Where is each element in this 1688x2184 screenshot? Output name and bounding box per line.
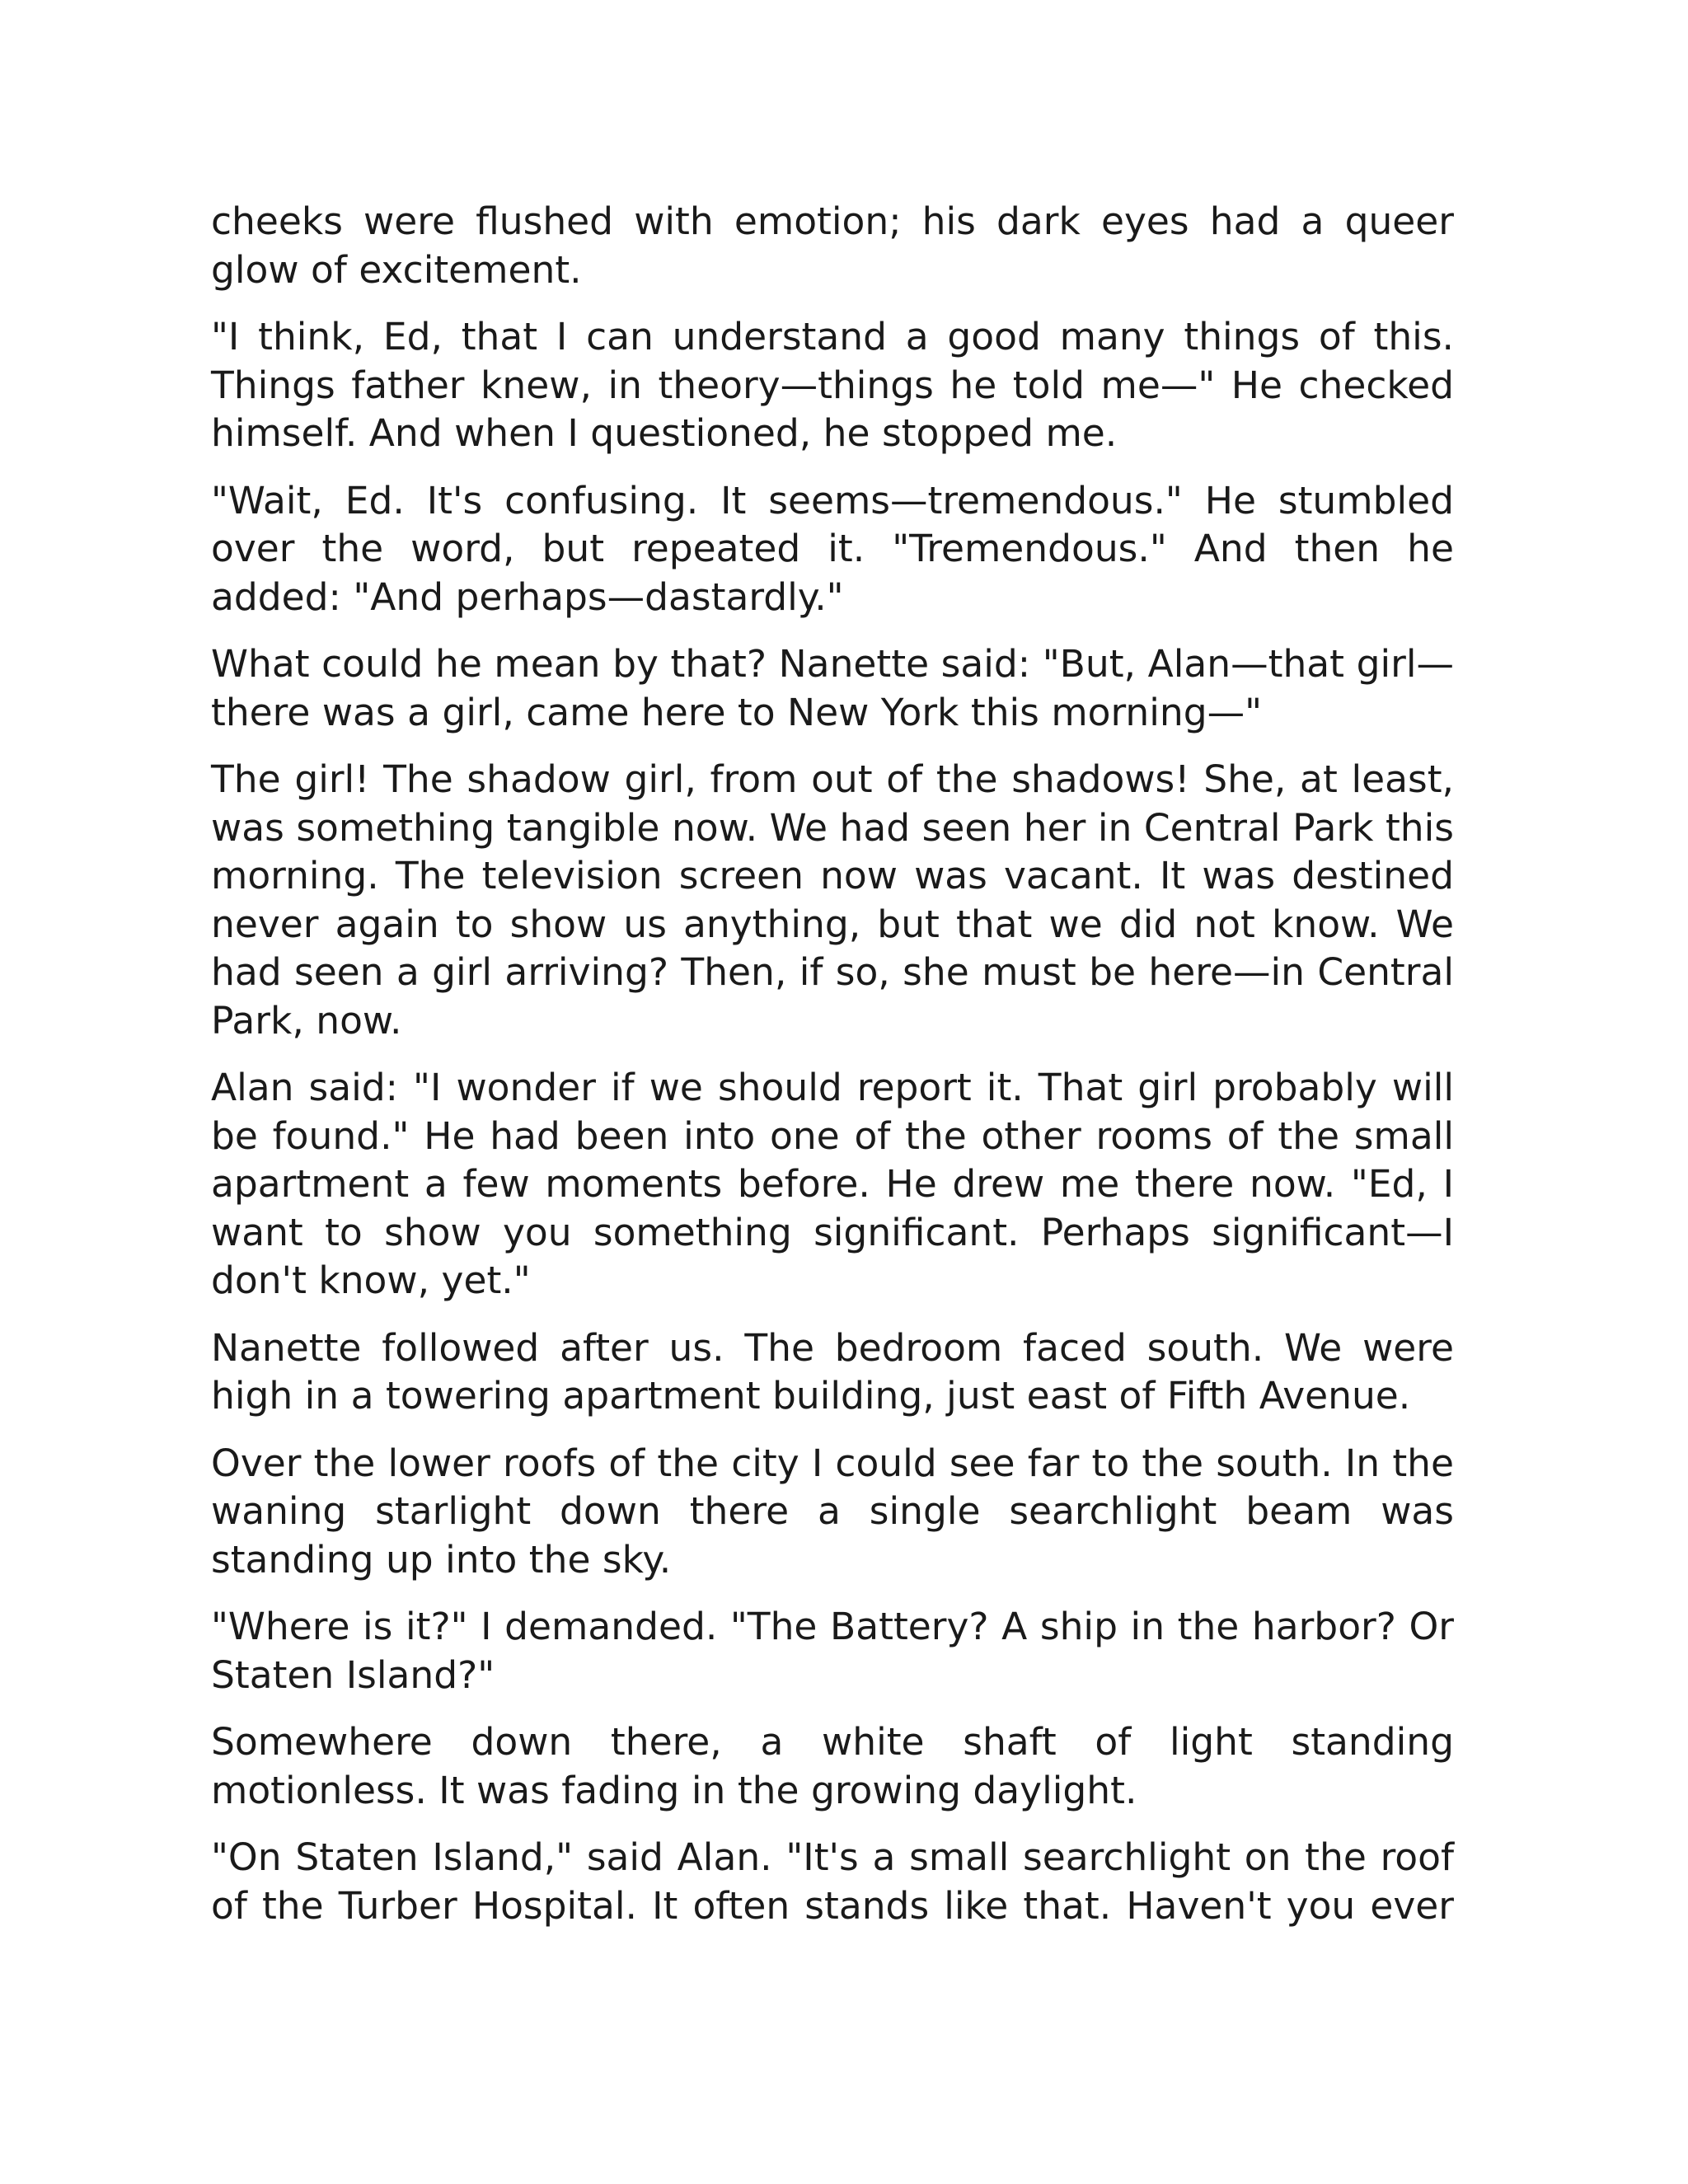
- body-text: [211, 198, 1454, 1930]
- paragraph: The girl! The shadow girl, from out of the shadows! She, at least, was something tangible now. We had seen her in Central Park this morning. The television screen now was vacant. It was destined never again to show us anything, but that we did not know. We had seen a girl arriving? Then, if so, she must be here—in Central Park, now.: [211, 757, 1454, 1043]
- paragraph: Over the lower roofs of the city I could see far to the south. In the waning starlight down there a single searchlight beam was standing up into the sky.: [211, 1441, 1454, 1582]
- paragraph: cheeks were flushed with emotion; his dark eyes had a queer glow of excitement.: [211, 199, 1454, 292]
- paragraph: Somewhere down there, a white shaft of light standing motionless. It was fading in the growing daylight.: [211, 1720, 1454, 1812]
- paragraph: "Where is it?" I demanded. "The Battery? A ship in the harbor? Or Staten Island?": [211, 1605, 1454, 1697]
- paragraph: "On Staten Island," said Alan. "It's a small searchlight on the roof of the Turber Hospital. It often stands like that. Haven't you ever: [211, 1835, 1454, 1928]
- paragraph: Alan said: "I wonder if we should report it. That girl probably will be found." He had been into one of the other rooms of the small apartment a few moments before. He drew me there now. "Ed, I want to show you something significant. Perhaps significant—I don't know, yet.": [211, 1066, 1454, 1302]
- paragraph: "Wait, Ed. It's confusing. It seems—tremendous." He stumbled over the word, but repeated it. "Tremendous." And then he added: "And perhaps—dastardly.": [211, 478, 1454, 619]
- paragraph: Nanette followed after us. The bedroom faced south. We were high in a towering apartment building, just east of Fifth Avenue.: [211, 1325, 1454, 1418]
- paragraph: "I think, Ed, that I can understand a good many things of this. Things father knew, in theory—things he told me—" He checked himself. And when I questioned, he stopped me.: [211, 315, 1454, 455]
- paragraph: What could he mean by that? Nanette said: "But, Alan—that girl—there was a girl, came here to New York this morning—": [211, 642, 1454, 734]
